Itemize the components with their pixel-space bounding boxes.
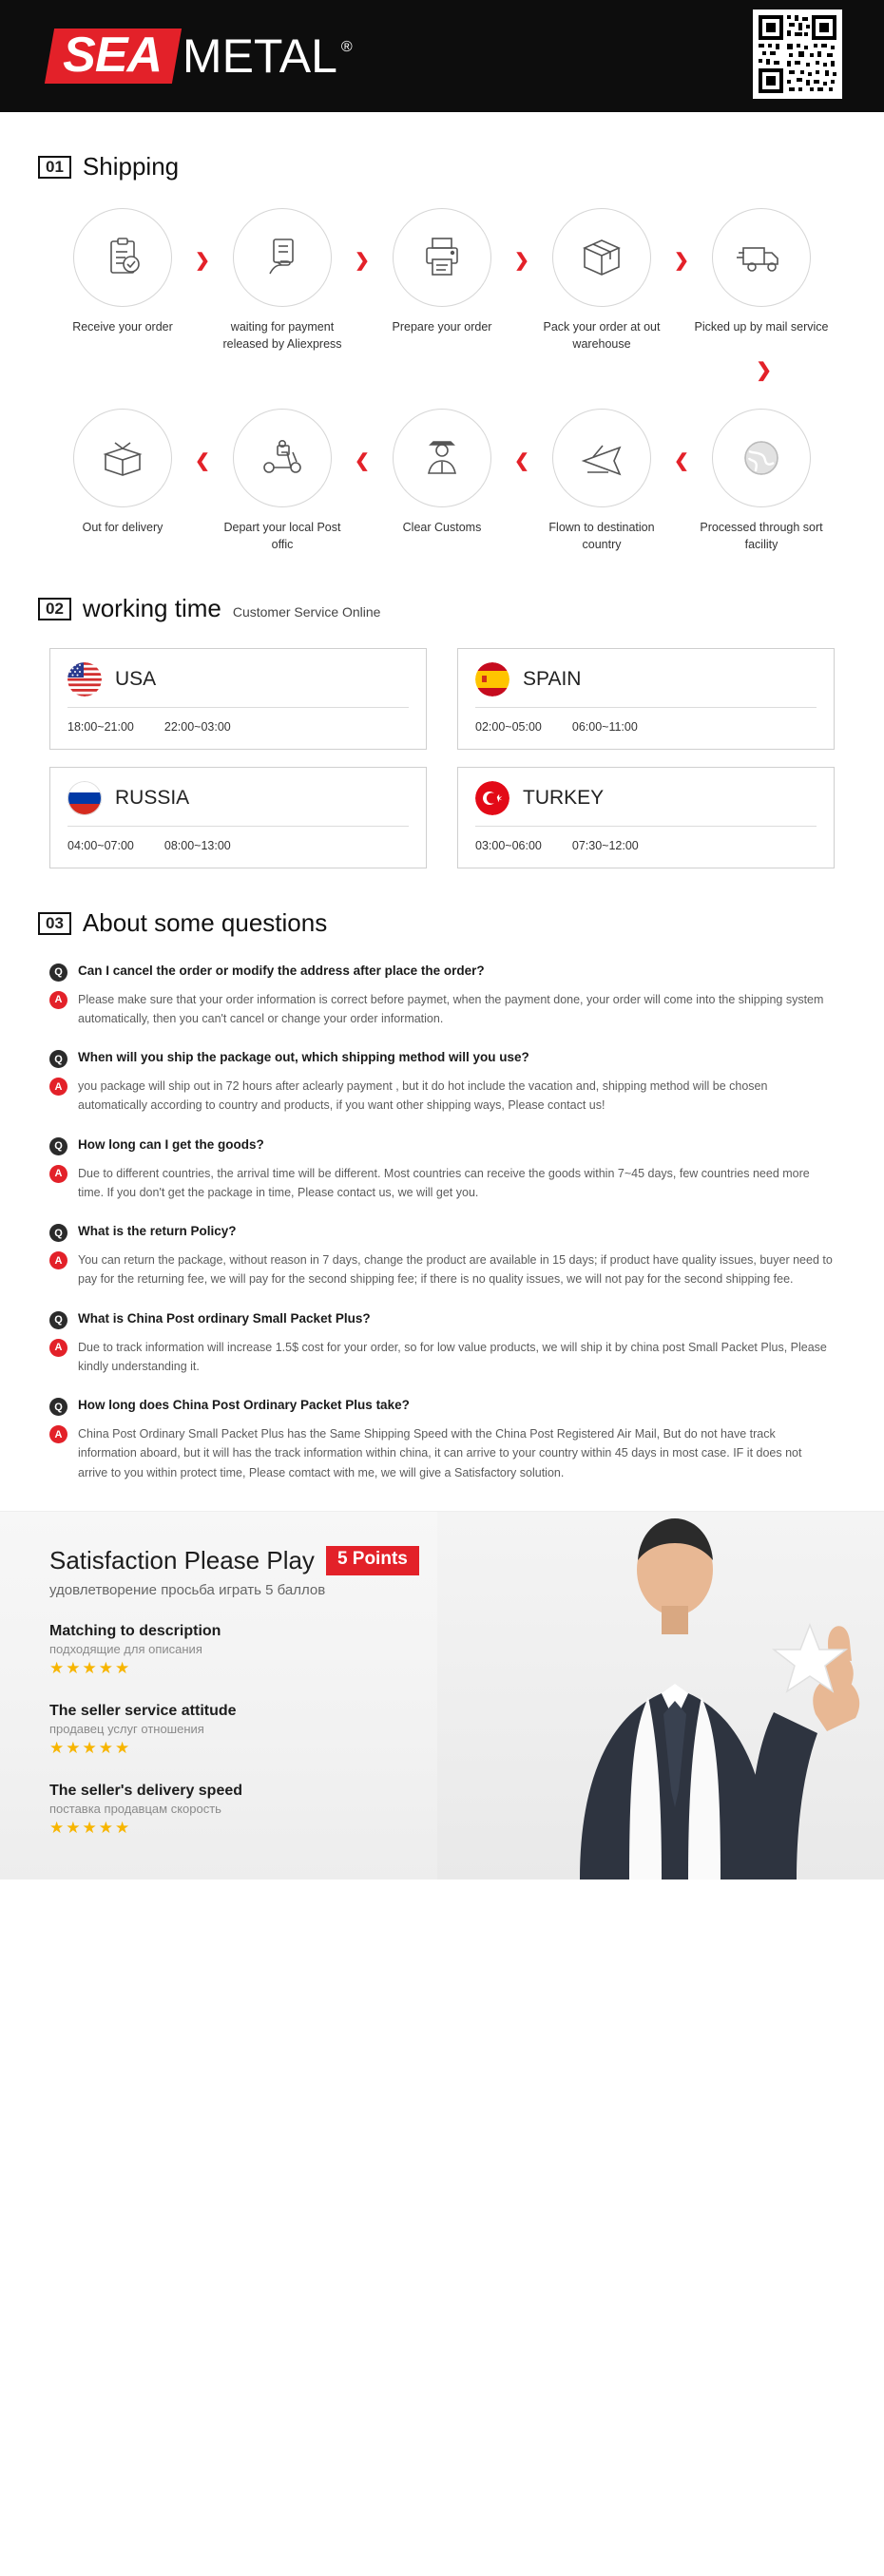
criteria-title-ru: подходящие для описания [49, 1641, 202, 1656]
working-hours [67, 720, 409, 734]
question-badge: Q [49, 1137, 67, 1155]
airplane-icon [552, 409, 651, 507]
faq-section [0, 908, 884, 1482]
faq-answer-line [49, 1077, 835, 1116]
answer-badge: A [49, 1078, 67, 1096]
qr-code-icon [753, 10, 842, 99]
card-header [67, 662, 409, 708]
clipboard-check-icon [73, 208, 172, 307]
faq-answer: You can return the package, without reason in 7 days, change the product are available in 15 days; if product have quality issues, buyer need to pay for the returning fee, we will pay for the second shipping fee; if there is no quality issues, we will not pay for the second shipping fee. [78, 1253, 833, 1287]
faq-answer-line [49, 1338, 835, 1377]
faq-answer-line [49, 1424, 835, 1482]
flag-turkey-icon [475, 781, 509, 815]
satisfaction-content [0, 1512, 884, 1838]
shipping-section [0, 152, 884, 554]
arrow-right-icon: ❯ [195, 251, 210, 271]
faq-question: Can I cancel the order or modify the address after place the order? [78, 963, 485, 978]
points-badge: 5 Points [326, 1546, 419, 1575]
faq-item [49, 1310, 835, 1377]
criteria-title-ru: продавец услуг отношения [49, 1721, 204, 1736]
answer-badge: A [49, 991, 67, 1009]
arrow-down-wrap [38, 358, 846, 382]
shipping-step [52, 409, 193, 536]
working-time-subtitle: Customer Service Online [232, 603, 381, 620]
satisfaction-title-row [49, 1546, 884, 1575]
star-rating: ★★★★★ [49, 1738, 132, 1757]
logo-sea-text: SEA [63, 28, 163, 83]
question-badge: Q [49, 1224, 67, 1242]
faq-section-title: About some questions [82, 907, 328, 937]
arrow-right-icon: ❯ [355, 251, 370, 271]
time-slot-1: 18:00~21:00 [67, 719, 134, 734]
hand-payment-icon [233, 208, 332, 307]
open-box-icon [73, 409, 172, 507]
faq-question-line [49, 1397, 835, 1416]
shipping-step-label: Receive your order [72, 320, 173, 334]
question-badge: Q [49, 1311, 67, 1329]
satisfaction-section [0, 1511, 884, 1880]
shipping-step-label: Pack your order at out warehouse [543, 320, 661, 352]
faq-answer: Due to different countries, the arrival time will be different. Most countries can receive the goods within 7~45 days, few countries need more time. If you don't get the package in time, Please contact us, we will get you. [78, 1166, 810, 1199]
faq-answer: Please make sure that your order information is correct before paymet, when the payment done, your order will come into the shipping system automatically, then you can't cancel or change your order information. [78, 992, 824, 1025]
satisfaction-title: Satisfaction Please Play [49, 1545, 315, 1574]
faq-question: What is the return Policy? [78, 1224, 237, 1238]
working-hours [475, 839, 817, 852]
shipping-step-label: Prepare your order [392, 320, 492, 334]
star-rating: ★★★★★ [49, 1818, 132, 1837]
arrow-down-icon: ❯ [756, 360, 772, 382]
card-header [67, 781, 409, 827]
faq-title-row [38, 908, 846, 938]
scooter-icon [233, 409, 332, 507]
time-slot-2: 06:00~11:00 [571, 719, 638, 734]
criteria-title: The seller service attitude [49, 1702, 237, 1719]
flag-usa-icon [67, 662, 102, 696]
criteria-title: The seller's delivery speed [49, 1782, 243, 1799]
star-rating: ★★★★★ [49, 1658, 132, 1677]
customs-officer-icon [393, 409, 491, 507]
shipping-step-label: waiting for payment released by Aliexpress [222, 320, 342, 352]
answer-badge: A [49, 1251, 67, 1269]
faq-answer: Due to track information will increase 1.5$ cost for your order, so for low value products, we will ship it by china post Small Packet Plus, Please kindly understanding it. [78, 1340, 827, 1373]
faq-question: How long does China Post Ordinary Packet Plus take? [78, 1398, 410, 1412]
shipping-step [372, 409, 512, 536]
faq-section-number: 03 [38, 912, 71, 935]
arrow-left-icon: ❮ [195, 451, 210, 472]
faq-list [38, 963, 846, 1482]
satisfaction-subtitle-ru: удовлетворение просьба играть 5 баллов [49, 1581, 326, 1598]
box-icon [552, 208, 651, 307]
faq-answer-line [49, 990, 835, 1029]
shipping-step-label: Processed through sort facility [700, 521, 823, 552]
working-time-grid [38, 648, 846, 868]
faq-answer-line [49, 1164, 835, 1203]
faq-item [49, 1136, 835, 1203]
shipping-step [212, 208, 353, 353]
time-slot-2: 08:00~13:00 [163, 838, 231, 852]
criteria-item [49, 1703, 884, 1758]
question-badge: Q [49, 964, 67, 982]
shipping-step-label: Flown to destination country [548, 521, 655, 552]
answer-badge: A [49, 1425, 67, 1443]
working-time-card-spain [457, 648, 835, 750]
shipping-step [691, 409, 832, 553]
logo-metal-text: METAL [182, 29, 337, 83]
country-name: RUSSIA [115, 786, 190, 809]
shipping-step [212, 409, 353, 553]
time-slot-2: 07:30~12:00 [571, 838, 639, 852]
working-time-card-russia [49, 767, 427, 868]
logo-sea-badge [45, 29, 182, 84]
faq-item [49, 1397, 835, 1482]
faq-question-line [49, 1310, 835, 1329]
working-time-section [0, 594, 884, 868]
shipping-steps-row-1 [38, 208, 846, 353]
time-slot-1: 03:00~06:00 [475, 838, 542, 852]
arrow-left-icon: ❮ [514, 451, 529, 472]
criteria-title: Matching to description [49, 1622, 221, 1639]
country-name: SPAIN [523, 667, 582, 690]
criteria-item [49, 1623, 884, 1678]
shipping-steps-row-2 [38, 409, 846, 553]
shipping-step-label: Out for delivery [82, 521, 163, 535]
question-badge: Q [49, 1398, 67, 1416]
arrow-left-icon: ❮ [355, 451, 370, 472]
shipping-title-row [38, 152, 846, 181]
shipping-step [52, 208, 193, 335]
faq-question-line [49, 1223, 835, 1242]
working-time-section-number: 02 [38, 598, 71, 620]
faq-item [49, 1223, 835, 1289]
shipping-step [531, 208, 672, 353]
working-time-title-row [38, 594, 846, 623]
truck-icon [712, 208, 811, 307]
arrow-left-icon: ❮ [674, 451, 689, 472]
faq-item [49, 1049, 835, 1116]
shipping-step [372, 208, 512, 335]
faq-question: How long can I get the goods? [78, 1136, 264, 1152]
arrow-right-icon: ❯ [514, 251, 529, 271]
working-hours [475, 720, 817, 734]
working-time-card-usa [49, 648, 427, 750]
answer-badge: A [49, 1339, 67, 1357]
faq-question: When will you ship the package out, which shipping method will you use? [78, 1050, 529, 1064]
faq-question-line [49, 1136, 835, 1155]
working-hours [67, 839, 409, 852]
printer-icon [393, 208, 491, 307]
faq-answer: China Post Ordinary Small Packet Plus has the Same Shipping Speed with the China Post Registered Air Mail, But do not have track information aboard, but it will has the track information within china, it can arrive to your country within 45 days in most case. IF it does not arrive to you within protect time, Please comtact with me, we will give a Satisfactory solution. [78, 1427, 802, 1479]
faq-item [49, 963, 835, 1029]
faq-question-line [49, 1049, 835, 1068]
page-header [0, 0, 884, 112]
shipping-step-label: Clear Customs [402, 521, 482, 535]
time-slot-1: 02:00~05:00 [475, 719, 542, 734]
logo-trademark: ® [340, 39, 353, 55]
country-name: USA [115, 667, 157, 690]
flag-russia-icon [67, 781, 102, 815]
card-header [475, 662, 817, 708]
shipping-step-label: Depart your local Post offic [223, 521, 341, 552]
criteria-item [49, 1783, 884, 1838]
shipping-step-label: Picked up by mail service [694, 320, 829, 334]
criteria-title-ru: поставка продавцам скорость [49, 1801, 221, 1816]
time-slot-2: 22:00~03:00 [163, 719, 231, 734]
faq-question-line [49, 963, 835, 982]
answer-badge: A [49, 1165, 67, 1183]
shipping-step [691, 208, 832, 335]
shipping-section-title: Shipping [82, 152, 180, 181]
brand-logo [49, 29, 353, 84]
flag-spain-icon [475, 662, 509, 696]
faq-answer: you package will ship out in 72 hours after aclearly payment , but it do hot include the vacation and, shipping method will be chosen automatically according to country and products, if you want other shipping ways, Please contact us! [78, 1079, 768, 1113]
country-name: TURKEY [523, 786, 605, 809]
question-badge: Q [49, 1050, 67, 1068]
globe-icon [712, 409, 811, 507]
card-header [475, 781, 817, 827]
working-time-section-title: working time [82, 593, 221, 622]
shipping-step [531, 409, 672, 553]
faq-question: What is China Post ordinary Small Packet Plus? [78, 1310, 371, 1326]
time-slot-1: 04:00~07:00 [67, 838, 134, 852]
arrow-right-icon: ❯ [674, 251, 689, 271]
working-time-card-turkey [457, 767, 835, 868]
faq-answer-line [49, 1250, 835, 1289]
shipping-section-number: 01 [38, 156, 71, 179]
